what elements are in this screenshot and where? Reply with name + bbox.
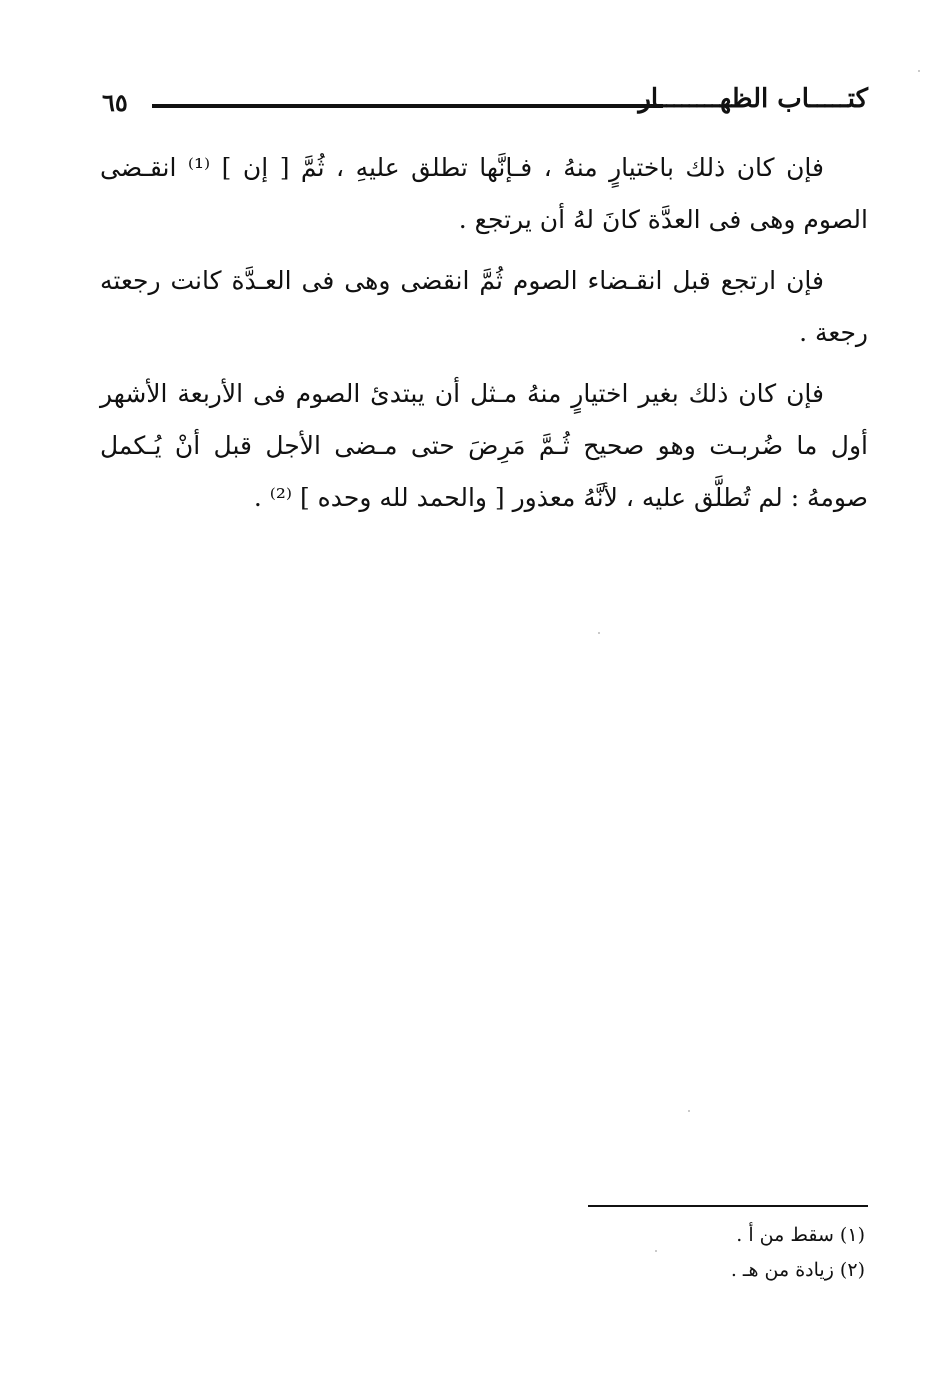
scan-speck xyxy=(688,1110,690,1112)
scan-speck xyxy=(598,632,600,634)
footnote-rule xyxy=(588,1205,868,1207)
paragraph: فإن ارتجع قبل انقـضاء الصوم ثُمَّ انقضى وهى فى العـدَّة كانت رجعته رجعة . xyxy=(100,266,868,347)
scan-speck xyxy=(918,70,920,72)
footnote: (٢) زيادة من هـ . xyxy=(730,1259,865,1281)
header-rule xyxy=(152,104,663,108)
paragraph: فإن كان ذلك بغير اختيارٍ منهُ مـثل أن يبتدئ الصوم فى الأربعة الأشهر أول ما ضُربـت وهو صحيح ثُـمَّ مَرِضَ حتى مـضى الأجل قبل أنْ يُـكمل صومهُ : لم تُطلَّق عليه ، لأنَّهُ معذور [ والحمد لله وحده ] ⁽²⁾ . xyxy=(100,379,868,512)
running-title: كتـــــاب الظهــــــــار xyxy=(638,84,868,114)
main-text xyxy=(100,142,868,533)
footnote: (١) سقط من أ . xyxy=(736,1224,865,1246)
footnotes xyxy=(465,1218,865,1288)
page-header xyxy=(100,82,868,122)
page-number: ٦٥ xyxy=(102,88,128,117)
paragraph: فإن كان ذلك باختيارٍ منهُ ، فـإنَّها تطلق عليهِ ، ثُمَّ [ إن ] ⁽¹⁾ انقـضى الصوم وهى فى العدَّة كانَ لهُ أن يرتجع . xyxy=(100,153,868,234)
scan-speck xyxy=(655,1250,657,1252)
